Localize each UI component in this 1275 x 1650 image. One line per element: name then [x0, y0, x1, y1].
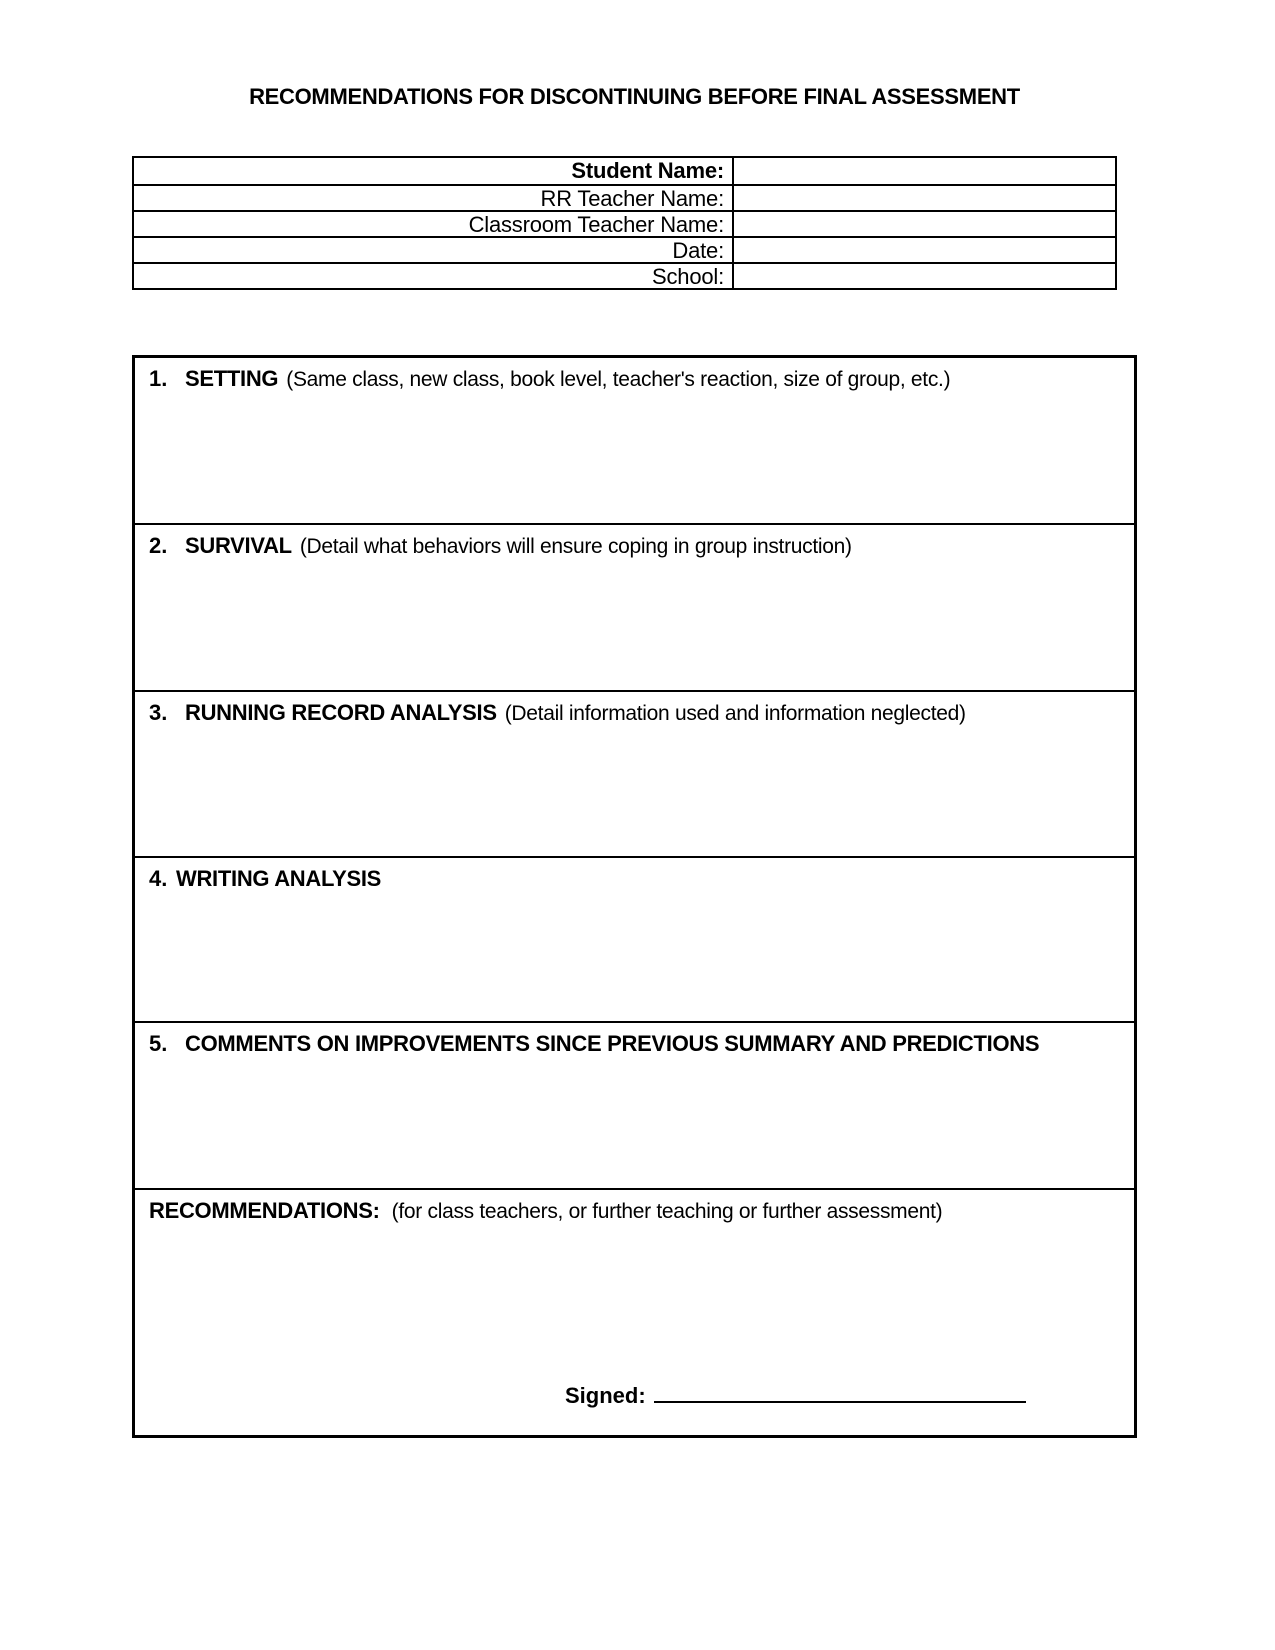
section-number: 3. [149, 700, 168, 725]
field-label-classroom-teacher-name: Classroom Teacher Name: [134, 212, 734, 236]
section-note: (Detail what behaviors will ensure coping in group instruction) [299, 535, 852, 558]
section-title: SETTING [185, 366, 279, 391]
section-title: COMMENTS ON IMPROVEMENTS SINCE PREVIOUS SUMMARY AND PREDICTIONS [185, 1031, 1040, 1056]
section-comments-on-improvements [135, 1021, 1134, 1188]
field-label-student-name: Student Name: [134, 158, 734, 184]
table-row [134, 158, 1115, 184]
sections-box [132, 355, 1137, 1438]
section-writing-analysis [135, 856, 1134, 1021]
section-title: SURVIVAL [185, 533, 292, 558]
section-setting [135, 358, 1134, 523]
field-label-rr-teacher-name: RR Teacher Name: [134, 186, 734, 210]
writing-area [135, 896, 1134, 1021]
section-header [135, 1190, 1134, 1228]
field-value-classroom-teacher-name [734, 212, 1115, 236]
writing-area [135, 396, 1134, 523]
section-title: WRITING ANALYSIS [176, 866, 382, 891]
section-number: 2. [149, 533, 168, 558]
table-row [134, 210, 1115, 236]
section-running-record-analysis [135, 690, 1134, 856]
section-header [135, 692, 1134, 730]
section-number: 5. [149, 1031, 168, 1056]
signature-row [565, 1383, 1026, 1409]
page-title: RECOMMENDATIONS FOR DISCONTINUING BEFORE FINAL ASSESSMENT [249, 84, 1020, 109]
writing-area [135, 730, 1134, 856]
section-header [135, 525, 1134, 563]
field-value-school [734, 264, 1115, 288]
section-number: 4. [149, 866, 168, 891]
writing-area [135, 1061, 1134, 1188]
table-row [134, 184, 1115, 210]
student-info-table [132, 156, 1117, 290]
table-row [134, 236, 1115, 262]
signature-line [654, 1383, 1026, 1403]
field-label-school: School: [134, 264, 734, 288]
section-title: RUNNING RECORD ANALYSIS [185, 700, 497, 725]
field-value-date [734, 238, 1115, 262]
section-recommendations [135, 1188, 1134, 1435]
field-value-rr-teacher-name [734, 186, 1115, 210]
section-header [135, 1023, 1134, 1061]
section-survival [135, 523, 1134, 690]
field-value-student-name [734, 158, 1115, 184]
section-note: (Detail information used and information neglected) [504, 702, 966, 725]
table-row [134, 262, 1115, 288]
field-label-date: Date: [134, 238, 734, 262]
signed-label: Signed: [565, 1383, 646, 1408]
section-title: RECOMMENDATIONS: [149, 1198, 380, 1223]
section-number: 1. [149, 366, 168, 391]
section-header [135, 358, 1134, 396]
section-note: (for class teachers, or further teaching or further assessment) [391, 1200, 943, 1223]
section-note: (Same class, new class, book level, teacher's reaction, size of group, etc.) [286, 368, 951, 391]
writing-area [135, 563, 1134, 690]
section-header [135, 858, 1134, 896]
